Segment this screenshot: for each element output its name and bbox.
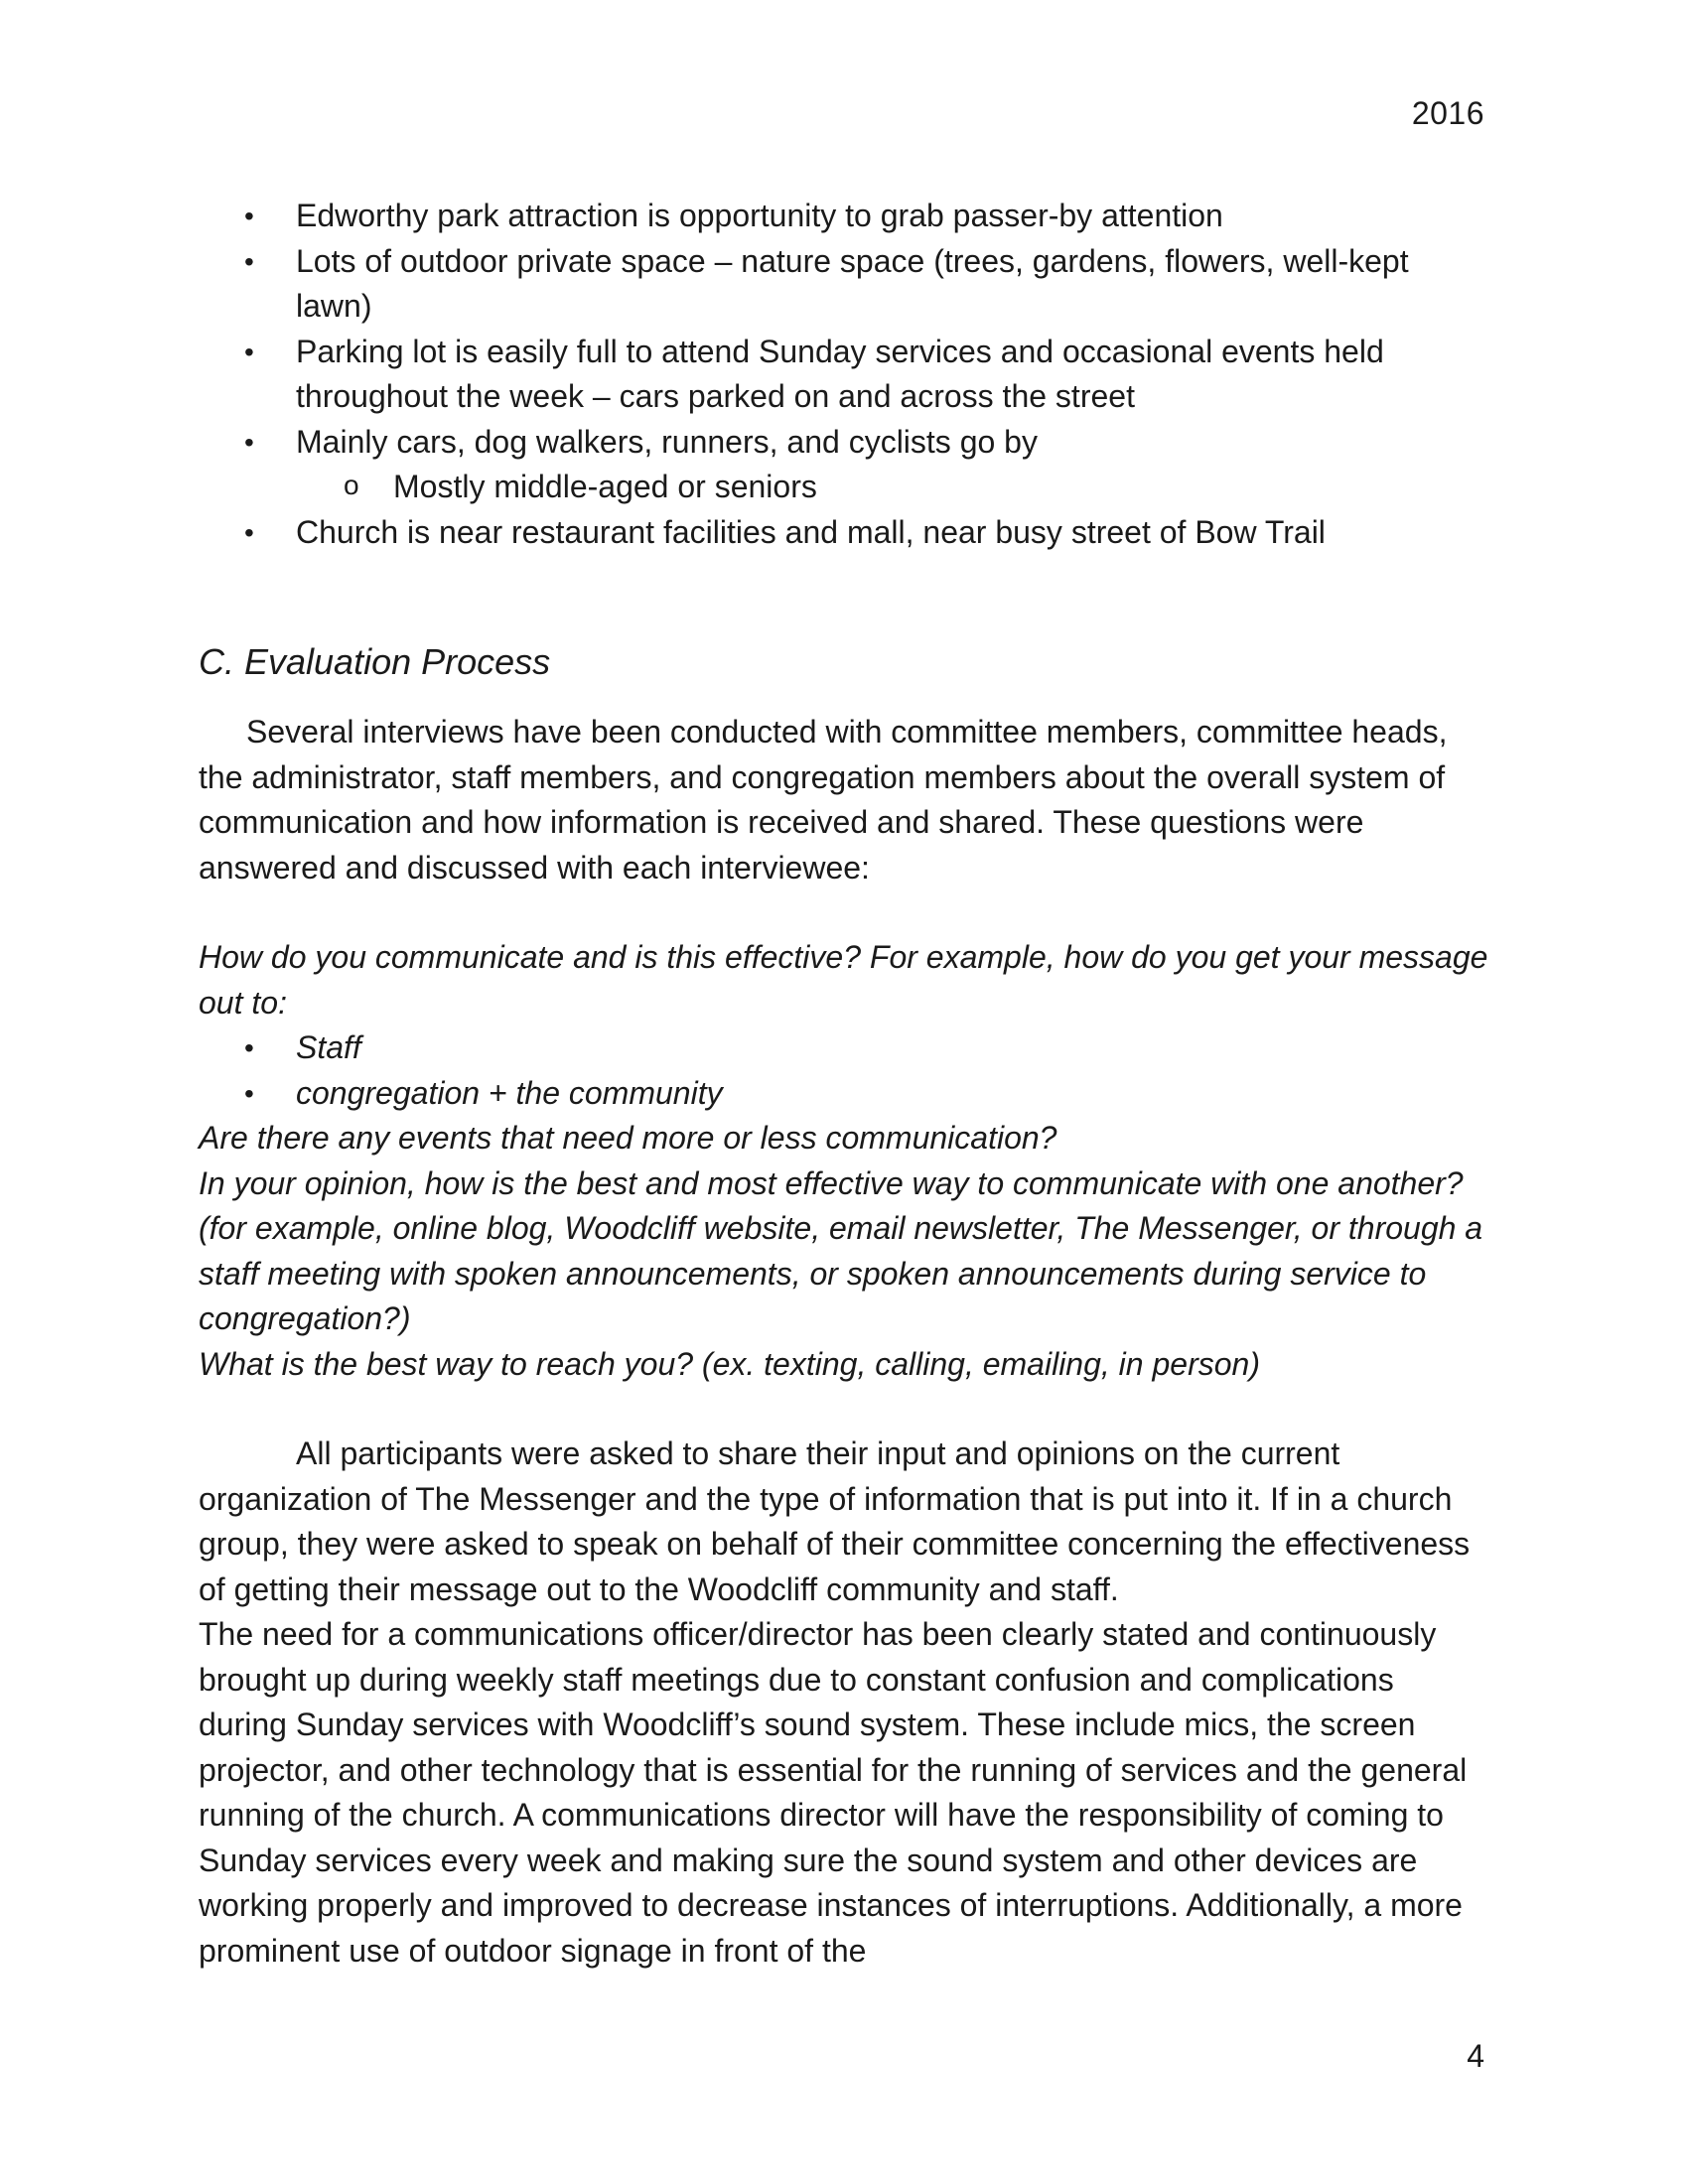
bullet-icon: • [244, 201, 254, 231]
site-observations-list [199, 194, 1489, 555]
bullet-icon: • [244, 1077, 254, 1109]
list-item [199, 330, 1489, 420]
list-item-text: Parking lot is easily full to attend Sunday services and occasional events held throughout the week – cars parked on and across the street [296, 333, 1384, 414]
question-line: What is the best way to reach you? (ex. texting, calling, emailing, in person) [199, 1345, 1260, 1382]
bullet-icon: • [244, 516, 254, 548]
sub-list-item-text: Mostly middle-aged or seniors [393, 469, 817, 504]
sub-list-item [296, 465, 1489, 510]
page-content [199, 194, 1489, 1974]
bullet-icon: • [244, 426, 254, 458]
interview-questions [199, 935, 1489, 1387]
list-item-text: congregation + the community [296, 1074, 723, 1111]
list-item [199, 420, 1489, 510]
question-line: In your opinion, how is the best and most effective way to communicate with one another? (for example, online blog, Woodcliff website, email newsletter, The Messenger, or through a staff meeting with spoken announcements, or spoken announcements during service to congregation?) [199, 1164, 1483, 1336]
bullet-icon: • [244, 1032, 254, 1063]
intro-paragraph: Several interviews have been conducted with committee members, committee heads, the administrator, staff members, and congregation members about the overall system of communication and how information is received and shared. These questions were answered and discussed with each interviewee: [199, 714, 1448, 886]
list-item [199, 1071, 1489, 1117]
header-year: 2016 [1411, 95, 1484, 131]
list-item-text: Staff [296, 1029, 361, 1065]
communications-need-paragraph: The need for a communications officer/director has been clearly stated and continuously brought up during weekly staff meetings due to constant confusion and complications during Sunday services with Woodcliff’s sound system. These include mics, the screen projector, and other technology that is essential for the running of services and the general running of the church. A communications director will have the responsibility of coming to Sunday services every week and making sure the sound system and other devices are working properly and improved to decrease instances of interruptions. Additionally, a more prominent use of outdoor signage in front of the [199, 1616, 1468, 1969]
question-bullet-list [199, 1025, 1489, 1116]
page-number: 4 [1467, 2038, 1484, 2074]
list-item-text: Church is near restaurant facilities and mall, near busy street of Bow Trail [296, 513, 1326, 550]
list-item-text: Mainly cars, dog walkers, runners, and cyclists go by [296, 423, 1038, 460]
sub-bullet-icon: o [344, 470, 359, 500]
question-intro: How do you communicate and is this effective? For example, how do you get your message out to: [199, 939, 1488, 1021]
list-item-text: Edworthy park attraction is opportunity to grab passer-by attention [296, 198, 1223, 233]
list-item [199, 194, 1489, 239]
list-item [199, 510, 1489, 556]
list-item [199, 1025, 1489, 1071]
bullet-icon: • [244, 245, 254, 277]
bullet-icon: • [244, 336, 254, 367]
participants-paragraph: All participants were asked to share their input and opinions on the current organization of The Messenger and the type of information that is put into it. If in a church group, they were asked to speak on behalf of their committee concerning the effectiveness of getting their message out to the Woodcliff community and staff. [199, 1435, 1471, 1607]
list-item [199, 239, 1489, 330]
section-heading: C. Evaluation Process [199, 641, 551, 682]
list-item-text: Lots of outdoor private space – nature space (trees, gardens, flowers, well-kept lawn) [296, 242, 1409, 324]
question-line: Are there any events that need more or less communication? [199, 1120, 1057, 1156]
sub-list [296, 465, 1489, 510]
